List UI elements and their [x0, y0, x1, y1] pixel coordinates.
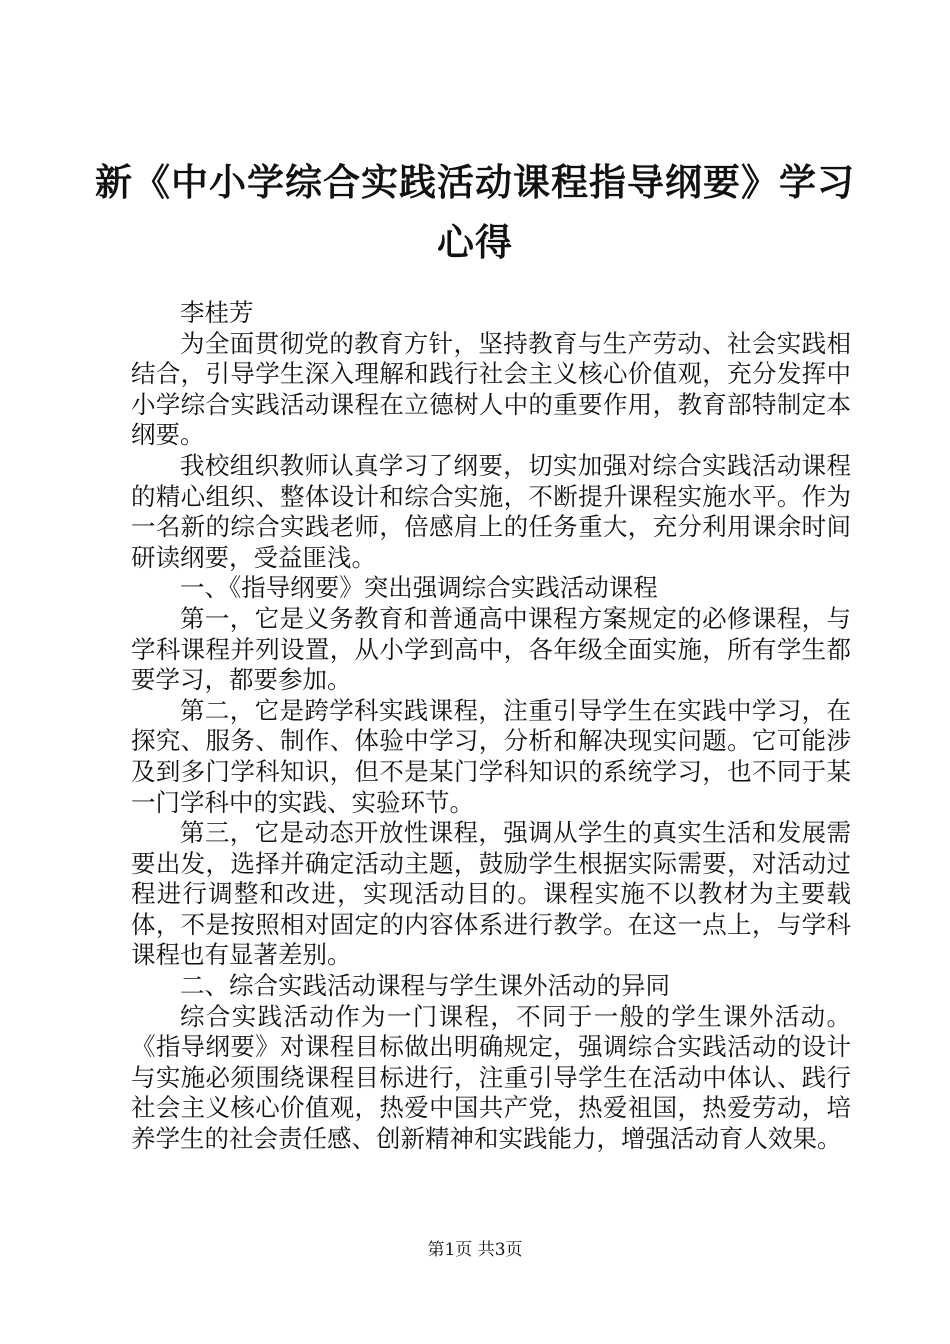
paragraph: 为全面贯彻党的教育方针，坚持教育与生产劳动、社会实践相结合，引导学生深入理解和践行社会主义核心价值观，充分发挥中小学综合实践活动课程在立德树人中的重要作用，教育部特制定本纲要。 [131, 328, 851, 450]
section-heading: 二、综合实践活动课程与学生课外活动的异同 [180, 971, 670, 1001]
paragraph: 第一，它是义务教育和普通高中课程方案规定的必修课程，与学科课程并列设置，从小学到高中，各年级全面实施，所有学生都要学习，都要参加。 [131, 603, 851, 695]
page-number-footer: 第1页 共3页 [427, 1240, 523, 1260]
paragraph: 我校组织教师认真学习了纲要，切实加强对综合实践活动课程的精心组织、整体设计和综合实施，不断提升课程实施水平。作为一名新的综合实践老师，倍感肩上的任务重大，充分利用课余时间研读纲要，受益匪浅。 [131, 450, 851, 572]
paragraph: 第三，它是动态开放性课程，强调从学生的真实生活和发展需要出发，选择并确定活动主题，鼓励学生根据实际需要，对活动过程进行调整和改进，实现活动目的。课程实施不以教材为主要载体，不是按照相对固定的内容体系进行教学。在这一点上，与学科课程也有显著差别。 [131, 818, 851, 970]
document-title-line-1: 新《中小学综合实践活动课程指导纲要》学习 [95, 160, 855, 204]
section-heading: 一、《指导纲要》突出强调综合实践活动课程 [180, 573, 658, 603]
author-name: 李桂芳 [180, 298, 254, 327]
document-body [131, 298, 851, 1155]
document-title-line-2: 心得 [437, 220, 513, 264]
paragraph: 综合实践活动作为一门课程，不同于一般的学生课外活动。《指导纲要》对课程目标做出明确规定，强调综合实践活动的设计与实施必须围绕课程目标进行，注重引导学生在活动中体认、践行社会主义核心价值观，热爱中国共产党，热爱祖国，热爱劳动，培养学生的社会责任感、创新精神和实践能力，增强活动育人效果。 [131, 1001, 851, 1154]
paragraph: 第二，它是跨学科实践课程，注重引导学生在实践中学习，在探究、服务、制作、体验中学习，分析和解决现实问题。它可能涉及到多门学科知识，但不是某门学科知识的系统学习，也不同于某一门学科中的实践、实验环节。 [131, 695, 851, 817]
